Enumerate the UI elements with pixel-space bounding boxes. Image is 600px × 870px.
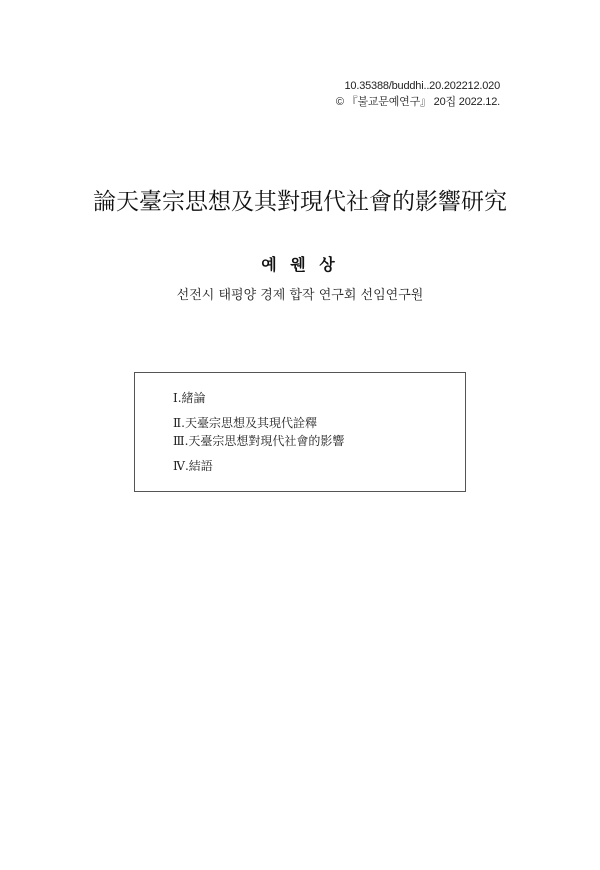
toc-item-modern-interpretation: Ⅱ.天臺宗思想及其現代詮釋 [173, 416, 317, 430]
paper-title: 論天臺宗思想及其對現代社會的影響研究 [93, 189, 507, 215]
article-metadata [336, 78, 500, 110]
author-affiliation: 선전시 태평양 경제 합작 연구회 선임연구원 [176, 288, 424, 303]
toc-item-conclusion: Ⅳ.結語 [173, 459, 213, 473]
table-of-contents [134, 372, 466, 492]
toc-item-introduction: Ⅰ.緒論 [173, 391, 206, 405]
toc-list [173, 389, 344, 475]
doi-text: 10.35388/buddhi..20.202212.020 [344, 80, 500, 92]
toc-item-social-influence: Ⅲ.天臺宗思想對現代社會的影響 [173, 434, 345, 448]
author-name: 예 웬 상 [261, 255, 339, 274]
citation-text: © 『불교문예연구』 20집 2022.12. [335, 96, 500, 108]
